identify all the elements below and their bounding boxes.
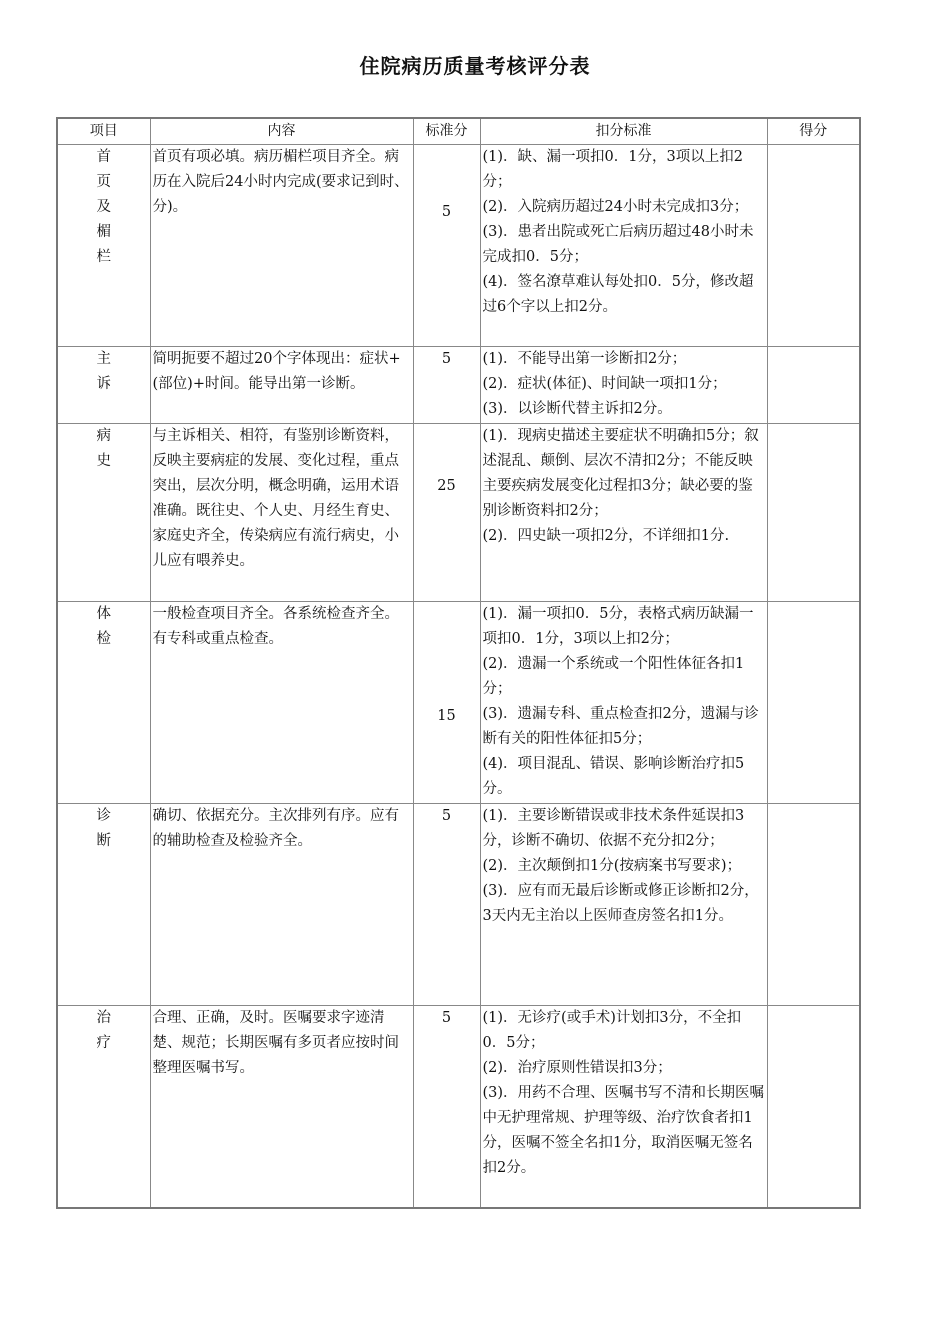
row-item bbox=[57, 602, 150, 804]
criteria-line: (1)．主要诊断错误或非技术条件延误扣3分，诊断不确切、依据不充分扣2分； bbox=[482, 808, 745, 849]
row-item bbox=[57, 804, 150, 1006]
row-content: 首页有项必填。病历楣栏项目齐全。病历在入院后24小时内完成(要求记到时、分)。 bbox=[150, 145, 413, 347]
row-criteria bbox=[480, 804, 767, 1006]
row-standard: 15 bbox=[413, 602, 480, 804]
item-label: 首页及楣栏 bbox=[96, 149, 111, 265]
row-criteria bbox=[480, 1006, 767, 1208]
row-criteria bbox=[480, 602, 767, 804]
row-standard: 5 bbox=[413, 145, 480, 347]
criteria-line: (1)．无诊疗(或手术)计划扣3分，不全扣0．5分； bbox=[482, 1010, 742, 1051]
header-standard: 标准分 bbox=[413, 118, 480, 145]
table-row bbox=[57, 804, 860, 1006]
header-score: 得分 bbox=[767, 118, 860, 145]
item-label: 主诉 bbox=[96, 351, 111, 392]
row-standard: 5 bbox=[413, 347, 480, 424]
table-row bbox=[57, 602, 860, 804]
item-label: 治疗 bbox=[96, 1010, 111, 1051]
criteria-line: (3)．应有而无最后诊断或修正诊断扣2分，3天内无主治以上医师查房签名扣1分。 bbox=[482, 883, 759, 924]
row-criteria bbox=[480, 424, 767, 602]
criteria-line: (3)．患者出院或死亡后病历超过48小时未完成扣0．5分； bbox=[482, 224, 754, 265]
criteria-line: (1)．现病史描述主要症状不明确扣5分；叙述混乱、颠倒、层次不清扣2分；不能反映主要疾病发展变化过程扣3分；缺必要的鉴别诊断资料扣2分； bbox=[482, 428, 759, 519]
criteria-line: (2)．主次颠倒扣1分(按病案书写要求)； bbox=[482, 858, 742, 874]
row-item bbox=[57, 145, 150, 347]
row-content: 与主诉相关、相符，有鉴别诊断资料，反映主要病症的发展、变化过程，重点突出，层次分明，概念明确，运用术语准确。既往史、个人史、月经生育史、家庭史齐全，传染病应有流行病史，小儿应有喂养史。 bbox=[150, 424, 413, 602]
score-table bbox=[56, 117, 861, 1209]
item-label: 诊断 bbox=[96, 808, 111, 849]
row-content: 简明扼要不超过20个字体现出：症状+(部位)+时间。能导出第一诊断。 bbox=[150, 347, 413, 424]
criteria-line: (1)．漏一项扣0．5分，表格式病历缺漏一项扣0．1分，3项以上扣2分； bbox=[482, 606, 754, 647]
criteria-line: (3)．以诊断代替主诉扣2分。 bbox=[482, 401, 672, 417]
row-criteria bbox=[480, 145, 767, 347]
criteria-line: (2)．入院病历超过24小时未完成扣3分； bbox=[482, 199, 749, 215]
criteria-line: (4)．项目混乱、错误、影响诊断治疗扣5分。 bbox=[482, 756, 745, 797]
page-title: 住院病历质量考核评分表 bbox=[359, 54, 591, 78]
criteria-line: (2)．四史缺一项扣2分，不详细扣1分. bbox=[482, 528, 730, 544]
header-content: 内容 bbox=[150, 118, 413, 145]
row-score bbox=[767, 424, 860, 602]
row-item bbox=[57, 347, 150, 424]
criteria-line: (3)．用药不合理、医嘱书写不清和长期医嘱中无护理常规、护理等级、治疗饮食者扣1分，医嘱不签全名扣1分，取消医嘱无签名扣2分。 bbox=[482, 1085, 765, 1176]
row-content: 合理、正确，及时。医嘱要求字迹清楚、规范；长期医嘱有多页者应按时间整理医嘱书写。 bbox=[150, 1006, 413, 1208]
row-score bbox=[767, 602, 860, 804]
row-score bbox=[767, 804, 860, 1006]
criteria-line: (1)．缺、漏一项扣0．1分，3项以上扣2分； bbox=[482, 149, 743, 190]
table-row bbox=[57, 347, 860, 424]
criteria-line: (2)．治疗原则性错误扣3分； bbox=[482, 1060, 672, 1076]
row-content: 确切、依据充分。主次排列有序。应有的辅助检查及检验齐全。 bbox=[150, 804, 413, 1006]
table-row bbox=[57, 424, 860, 602]
row-item bbox=[57, 424, 150, 602]
item-label: 病史 bbox=[96, 428, 111, 469]
row-score bbox=[767, 145, 860, 347]
row-standard: 5 bbox=[413, 804, 480, 1006]
criteria-line: (2)．症状(体征)、时间缺一项扣1分； bbox=[482, 376, 727, 392]
criteria-line: (3)．遗漏专科、重点检查扣2分，遗漏与诊断有关的阳性体征扣5分； bbox=[482, 706, 759, 747]
header-criteria: 扣分标准 bbox=[480, 118, 767, 145]
row-standard: 25 bbox=[413, 424, 480, 602]
row-standard: 5 bbox=[413, 1006, 480, 1208]
table-row bbox=[57, 145, 860, 347]
header-item: 项目 bbox=[57, 118, 150, 145]
row-score bbox=[767, 1006, 860, 1208]
item-label: 体检 bbox=[96, 606, 111, 647]
row-score bbox=[767, 347, 860, 424]
row-criteria bbox=[480, 347, 767, 424]
row-item bbox=[57, 1006, 150, 1208]
table-header-row bbox=[57, 118, 860, 145]
row-content: 一般检查项目齐全。各系统检查齐全。有专科或重点检查。 bbox=[150, 602, 413, 804]
table-row bbox=[57, 1006, 860, 1208]
criteria-line: (4)．签名潦草难认每处扣0．5分，修改超过6个字以上扣2分。 bbox=[482, 274, 754, 315]
criteria-line: (2)．遗漏一个系统或一个阳性体征各扣1分； bbox=[482, 656, 745, 697]
criteria-line: (1)．不能导出第一诊断扣2分； bbox=[482, 351, 687, 367]
